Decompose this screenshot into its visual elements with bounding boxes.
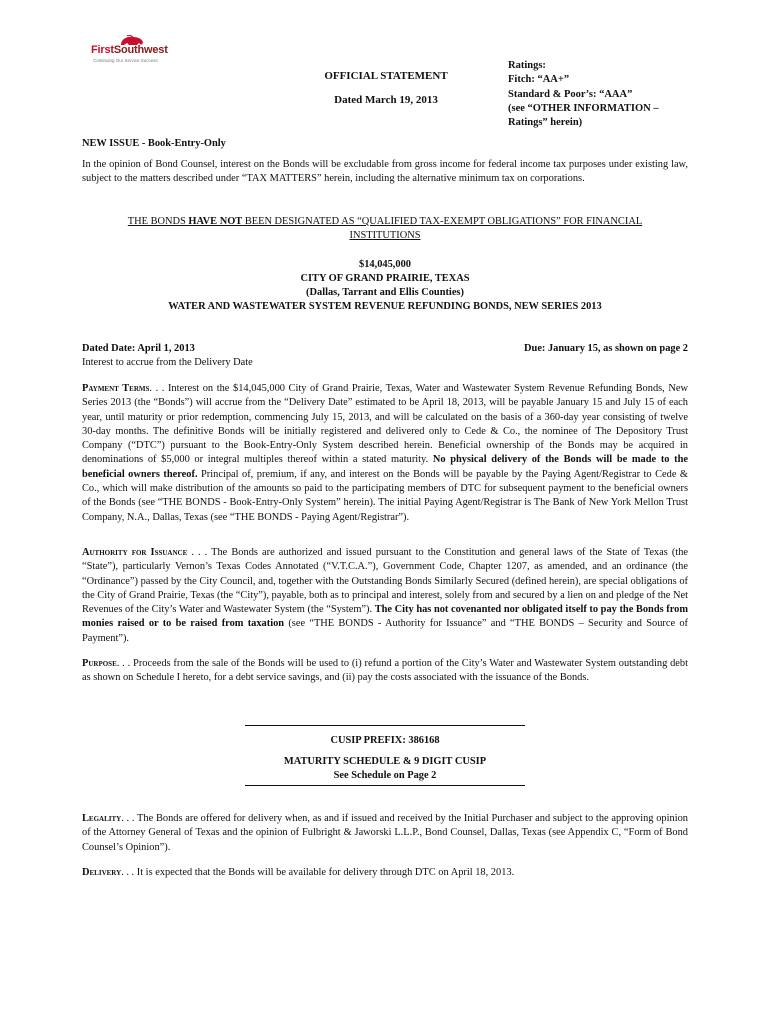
legality-paragraph: [82, 812, 688, 855]
dated-date: Dated Date: April 1, 2013: [82, 343, 195, 354]
purpose-paragraph: [82, 657, 688, 686]
bond-amount: $14,045,000: [359, 259, 411, 270]
logo-tagline: Continuing Our Service Success: [93, 58, 158, 63]
legality-heading: Legality: [82, 813, 122, 824]
payment-terms-paragraph: [82, 382, 688, 525]
payment-terms-heading: Payment Terms: [82, 383, 150, 394]
document-title: OFFICIAL STATEMENT: [324, 70, 448, 82]
see-schedule: See Schedule on Page 2: [333, 770, 437, 781]
authority-text-1: . . . The Bonds are authorized and issued pursuant to the Constitution and general laws of the State of Texas (the “State”), particularly Vernon’s Texas Codes Annotated (“V.T.C.A.”), Government Code, Chapter 1207, as amended, and an ordinance (the “Ordinance”) passed by the City Council, and, together with the Outstanding Bonds Similarly Secured (defined herein), are special obligations of the City of Grand Prairie, Texas (the “City”), payable, both as to principal and interest, solely from and secured by a lien on and pledge of the Net Revenues of the City’s Water and Wastewater System (the “System”).: [82, 547, 689, 616]
ratings-fitch: Fitch: “AA+”: [508, 74, 570, 86]
firstsouthwest-logo: [91, 35, 191, 65]
opinion-paragraph: In the opinion of Bond Counsel, interest on the Bonds will be excludable from gross income for federal income tax purposes under existing law, subject to the matters described under “TAX MATTERS” herein, including the alternative minimum tax on corporations.: [82, 159, 688, 185]
ratings-block: [508, 59, 708, 130]
payment-terms-text-2: Principal of, premium, if any, and interest on the Bonds will be payable by the Paying Agent/Registrar to Cede & Co., which will make distribution of the amounts so paid to the participating members of DTC for subsequent payment to the beneficial owners of the Bonds (see “THE BONDS - Book-Entry-Only System” herein). The initial Paying Agent/Registrar is The Bank of New York Mellon Trust Company, N.A., Dallas, Texas (see “THE BONDS - Paying Agent/Registrar”).: [82, 468, 688, 523]
authority-heading: Authority for Issuance: [82, 547, 188, 558]
ratings-sp: Standard & Poor’s: “AAA”: [508, 88, 633, 100]
designation-post: BEEN DESIGNATED AS “QUALIFIED TAX-EXEMPT OBLIGATIONS” FOR FINANCIAL INSTITUTIONS: [242, 216, 643, 242]
authority-text-2: (see “THE BONDS - Authority for Issuance” and “THE BONDS – Security and Source of Payment”).: [82, 618, 688, 644]
interest-accrual: Interest to accrue from the Delivery Date: [82, 357, 253, 368]
designation-emph: HAVE NOT: [188, 216, 243, 227]
logo-wordmark: [91, 44, 168, 56]
ratings-note-2: Ratings” herein): [508, 117, 583, 129]
bond-series: WATER AND WASTEWATER SYSTEM REVENUE REFUNDING BONDS, NEW SERIES 2013: [168, 301, 602, 312]
designation-pre: THE BONDS: [127, 216, 189, 227]
designation-notice: [120, 215, 650, 244]
authority-bold: The City has not covenanted nor obligated itself to pay the Bonds from monies raised or to be raised from taxation: [82, 604, 688, 630]
legality-text: . . . The Bonds are offered for delivery when, as and if issued and received by the Initial Purchaser and subject to the approving opinion of the Attorney General of Texas and the opinion of Fulbright & Jaworski L.L.P., Bond Counsel, Dallas, Texas (see Appendix C, “Form of Bond Counsel’s Opinion”).: [82, 813, 688, 853]
authority-paragraph: [82, 546, 688, 646]
cusip-prefix: CUSIP PREFIX: 386168: [330, 735, 440, 746]
due-date: Due: January 15, as shown on page 2: [524, 343, 688, 354]
document-date: Dated March 19, 2013: [334, 94, 438, 106]
logo-first: First: [91, 44, 114, 56]
delivery-paragraph: [82, 866, 688, 880]
purpose-heading: Purpose: [82, 658, 117, 669]
new-issue-label: NEW ISSUE - Book-Entry-Only: [82, 138, 226, 149]
maturity-schedule-title: MATURITY SCHEDULE & 9 DIGIT CUSIP: [283, 756, 487, 767]
bond-counties: (Dallas, Tarrant and Ellis Counties): [306, 287, 464, 298]
payment-terms-text-1: . . . Interest on the $14,045,000 City of Grand Prairie, Texas, Water and Wastewater System Revenue Refunding Bonds, New Series 2013 (the “Bonds”) will accrue from the “Delivery Date” estimated to be April 18, 2013, will be payable January 15 and July 15 of each year, until maturity or prior redemption, commencing July 15, 2013, and will be calculated on the basis of a 360-day year consisting of twelve 30-day months. The definitive Bonds will be initially registered and delivered only to Cede & Co., the nominee of The Depository Trust Company (“DTC”) pursuant to the Book-Entry-Only System described herein. Beneficial ownership of the Bonds may be acquired in denominations of $5,000 or integral multiples thereof within a stated maturity.: [82, 383, 688, 466]
purpose-text: . . . Proceeds from the sale of the Bonds will be used to (i) refund a portion of the City’s Water and Wastewater System outstanding debt as shown on Schedule I hereto, for a debt service savings, and (ii) pay the costs associated with the issuance of the Bonds.: [82, 658, 688, 684]
payment-terms-bold: No physical delivery of the Bonds will be made to the beneficial owners thereof.: [82, 454, 688, 480]
logo-southwest: Southwest: [113, 44, 168, 56]
bond-city: CITY OF GRAND PRAIRIE, TEXAS: [300, 273, 470, 284]
delivery-text: . . . It is expected that the Bonds will be available for delivery through DTC on April 18, 2013.: [121, 867, 515, 878]
delivery-heading: Delivery: [82, 867, 122, 878]
ratings-note-1: (see “OTHER INFORMATION –: [508, 102, 659, 114]
ratings-label: Ratings:: [508, 60, 546, 71]
